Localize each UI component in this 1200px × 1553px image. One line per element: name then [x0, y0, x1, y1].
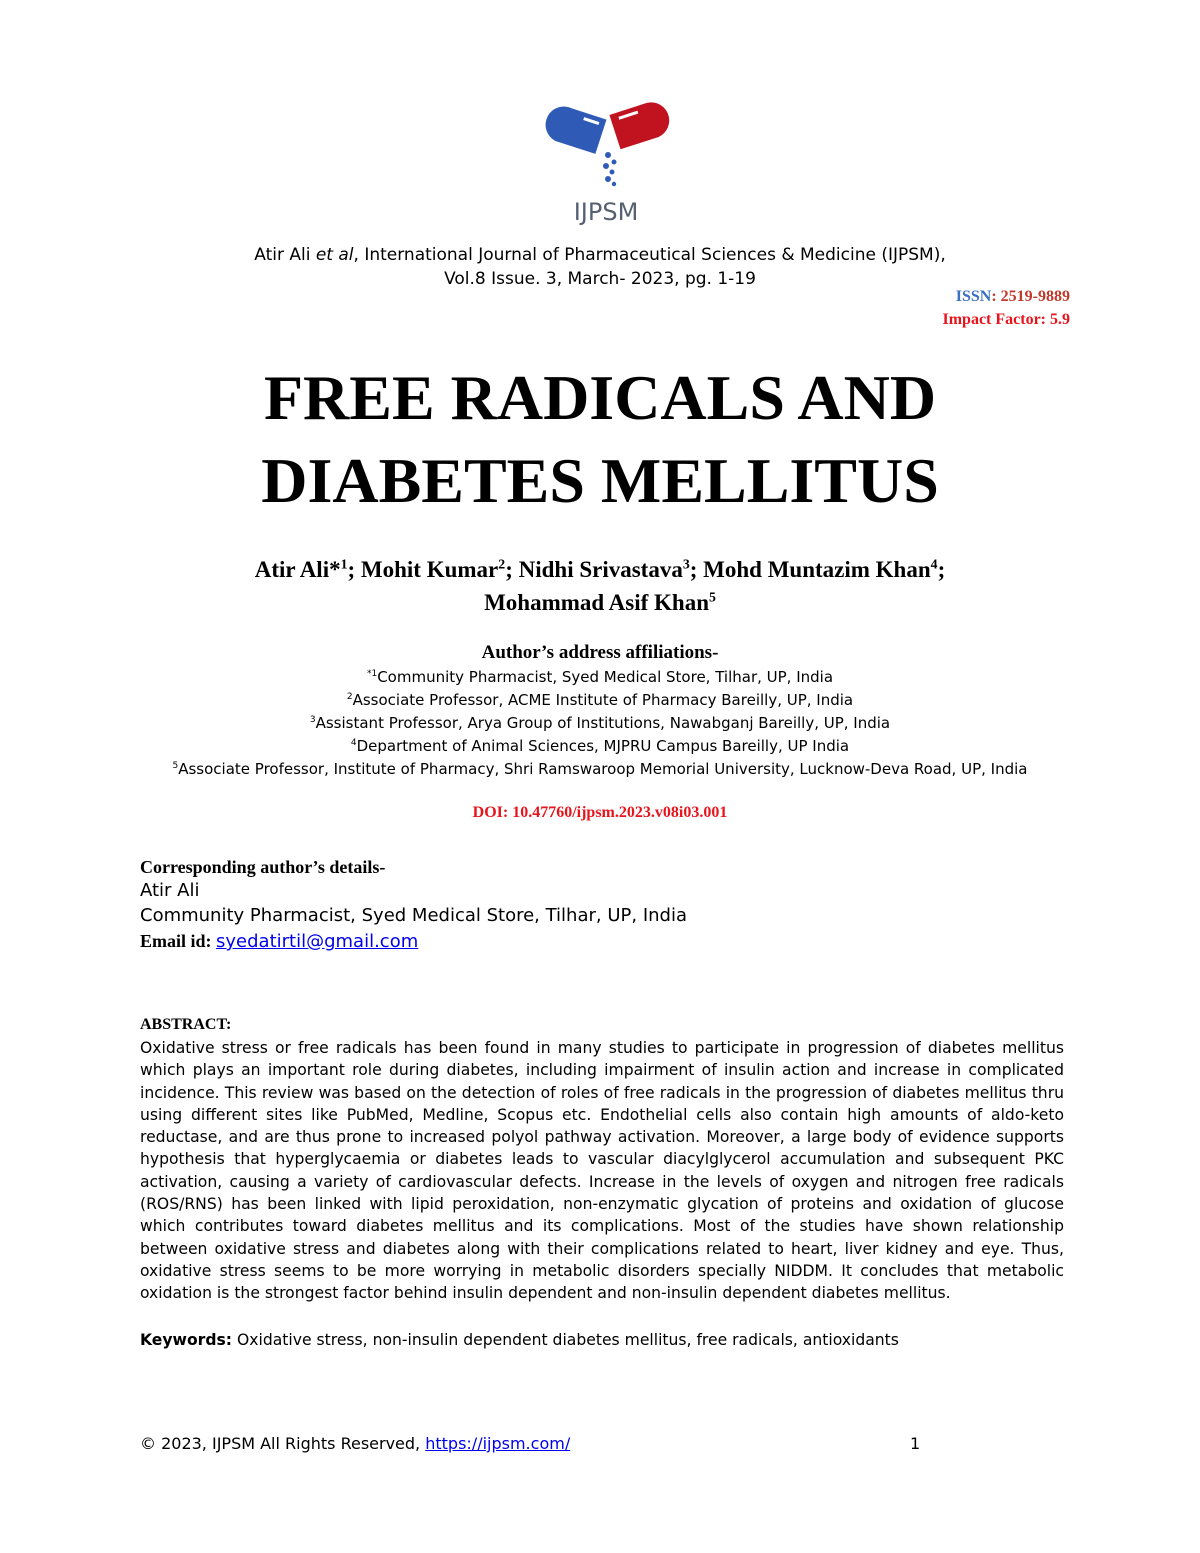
impact-factor: Impact Factor: 5.9 [942, 311, 1070, 328]
affiliation-sup: 3 [309, 715, 316, 725]
author-name: Mohd Muntazim Khan [703, 557, 931, 582]
dots-icon [603, 152, 617, 186]
citation-line-2: Vol.8 Issue. 3, March- 2023, pg. 1-19 [444, 269, 756, 289]
affiliation-sup: 4 [350, 738, 357, 748]
author-sup: 5 [709, 589, 716, 605]
issn [956, 288, 1070, 306]
corresponding-email [140, 930, 418, 953]
author-name: Atir Ali* [254, 557, 341, 582]
paper-title-line-1: FREE RADICALS AND [263, 362, 937, 433]
authors-line-2 [0, 588, 1200, 618]
doi[interactable]: DOI: 10.47760/ijpsm.2023.v08i03.001 [472, 804, 728, 821]
keywords-label: Keywords: [140, 1331, 233, 1349]
affiliation-1 [0, 667, 1200, 687]
email-label: Email id: [140, 931, 217, 951]
keywords [140, 1331, 1064, 1349]
affiliation-3 [0, 713, 1200, 733]
issn-value: : 2519-9889 [991, 288, 1070, 305]
corresponding-address: Community Pharmacist, Syed Medical Store, Tilhar, UP, India [140, 905, 687, 926]
author-name: Mohit Kumar [360, 557, 499, 582]
affiliation-text: Assistant Professor, Arya Group of Institutions, Nawabganj Bareilly, UP, India [315, 714, 891, 732]
author-sup: 4 [930, 556, 938, 572]
author-sup: 2 [498, 556, 506, 572]
citation-author: Atir Ali [254, 245, 311, 265]
author-name: Nidhi Srivastava [518, 557, 683, 582]
affiliation-sup: 2 [346, 692, 353, 702]
affiliations-heading: Author’s address affiliations- [481, 642, 719, 663]
author-name: Mohammad Asif Khan [484, 590, 710, 615]
author-sup: 3 [682, 556, 690, 572]
corresponding-heading: Corresponding author’s details- [140, 857, 386, 877]
author-sep: ; [505, 557, 519, 582]
author-sep: ; [689, 557, 704, 582]
affiliation-text: Community Pharmacist, Syed Medical Store, Tilhar, UP, India [377, 668, 834, 686]
email-link[interactable]: syedatirtil@gmail.com [216, 931, 419, 952]
authors-line-1 [0, 555, 1200, 585]
affiliation-5 [0, 759, 1200, 779]
footer [140, 1434, 570, 1453]
logo-text: IJPSM [573, 198, 639, 225]
author-sup: 1 [340, 556, 348, 572]
affiliation-sup: *1 [366, 669, 378, 679]
corresponding-name: Atir Ali [140, 880, 200, 901]
affiliation-sup: 5 [172, 761, 179, 771]
footer-copyright: © 2023, IJPSM All Rights Reserved, [140, 1434, 426, 1453]
journal-logo [530, 100, 682, 225]
footer-link[interactable]: https://ijpsm.com/ [425, 1434, 571, 1453]
author-sep: ; [937, 557, 946, 582]
affiliation-4 [0, 736, 1200, 756]
keywords-text: Oxidative stress, non-insulin dependent diabetes mellitus, free radicals, antioxidants [232, 1331, 899, 1349]
citation-line-1 [0, 244, 1200, 266]
affiliation-2 [0, 690, 1200, 710]
capsule-icon [541, 100, 674, 154]
citation-etal: et al [315, 245, 354, 265]
abstract-heading: ABSTRACT: [140, 1016, 232, 1033]
affiliation-text: Associate Professor, Institute of Pharmacy, Shri Ramswaroop Memorial University, Lucknow-Deva Road, UP, India [178, 760, 1028, 778]
citation-journal: , International Journal of Pharmaceutical Sciences & Medicine (IJPSM), [353, 245, 946, 265]
affiliation-text: Department of Animal Sciences, MJPRU Campus Bareilly, UP India [356, 737, 850, 755]
page-number: 1 [910, 1434, 921, 1453]
author-sep: ; [347, 557, 361, 582]
abstract-text: Oxidative stress or free radicals has been found in many studies to participate in progression of diabetes mellitus which plays an important role during diabetes, including impairment of insulin action and increase in complicated incidence. This review was based on the detection of roles of free radicals in the progression of diabetes mellitus thru using different sites like PubMed, Medline, Scopus etc. Endothelial cells also contain high amounts of aldo-keto reductase, and are thus prone to increased polyol pathway activation. Moreover, a large body of evidence supports hypothesis that hyperglycaemia or diabetes leads to vascular diacylglycerol accumulation and subsequent PKC activation, causing a variety of cardiovascular defects. Increase in the levels of oxygen and nitrogen free radicals (ROS/RNS) has been linked with lipid peroxidation, non-enzymatic glycation of proteins and oxidation of glucose which contributes toward diabetes mellitus and its complications. Most of the studies have shown relationship between oxidative stress and diabetes along with their complications related to heart, liver kidney and eye. Thus, oxidative stress seems to be more worrying in metabolic disorders specially NIDDM. It concludes that metabolic oxidation is the strongest factor behind insulin dependent and non-insulin dependent diabetes mellitus. [140, 1039, 1064, 1303]
issn-label: ISSN [955, 288, 992, 305]
affiliation-text: Associate Professor, ACME Institute of Pharmacy Bareilly, UP, India [352, 691, 854, 709]
paper-title-line-2: DIABETES MELLITUS [261, 445, 939, 516]
